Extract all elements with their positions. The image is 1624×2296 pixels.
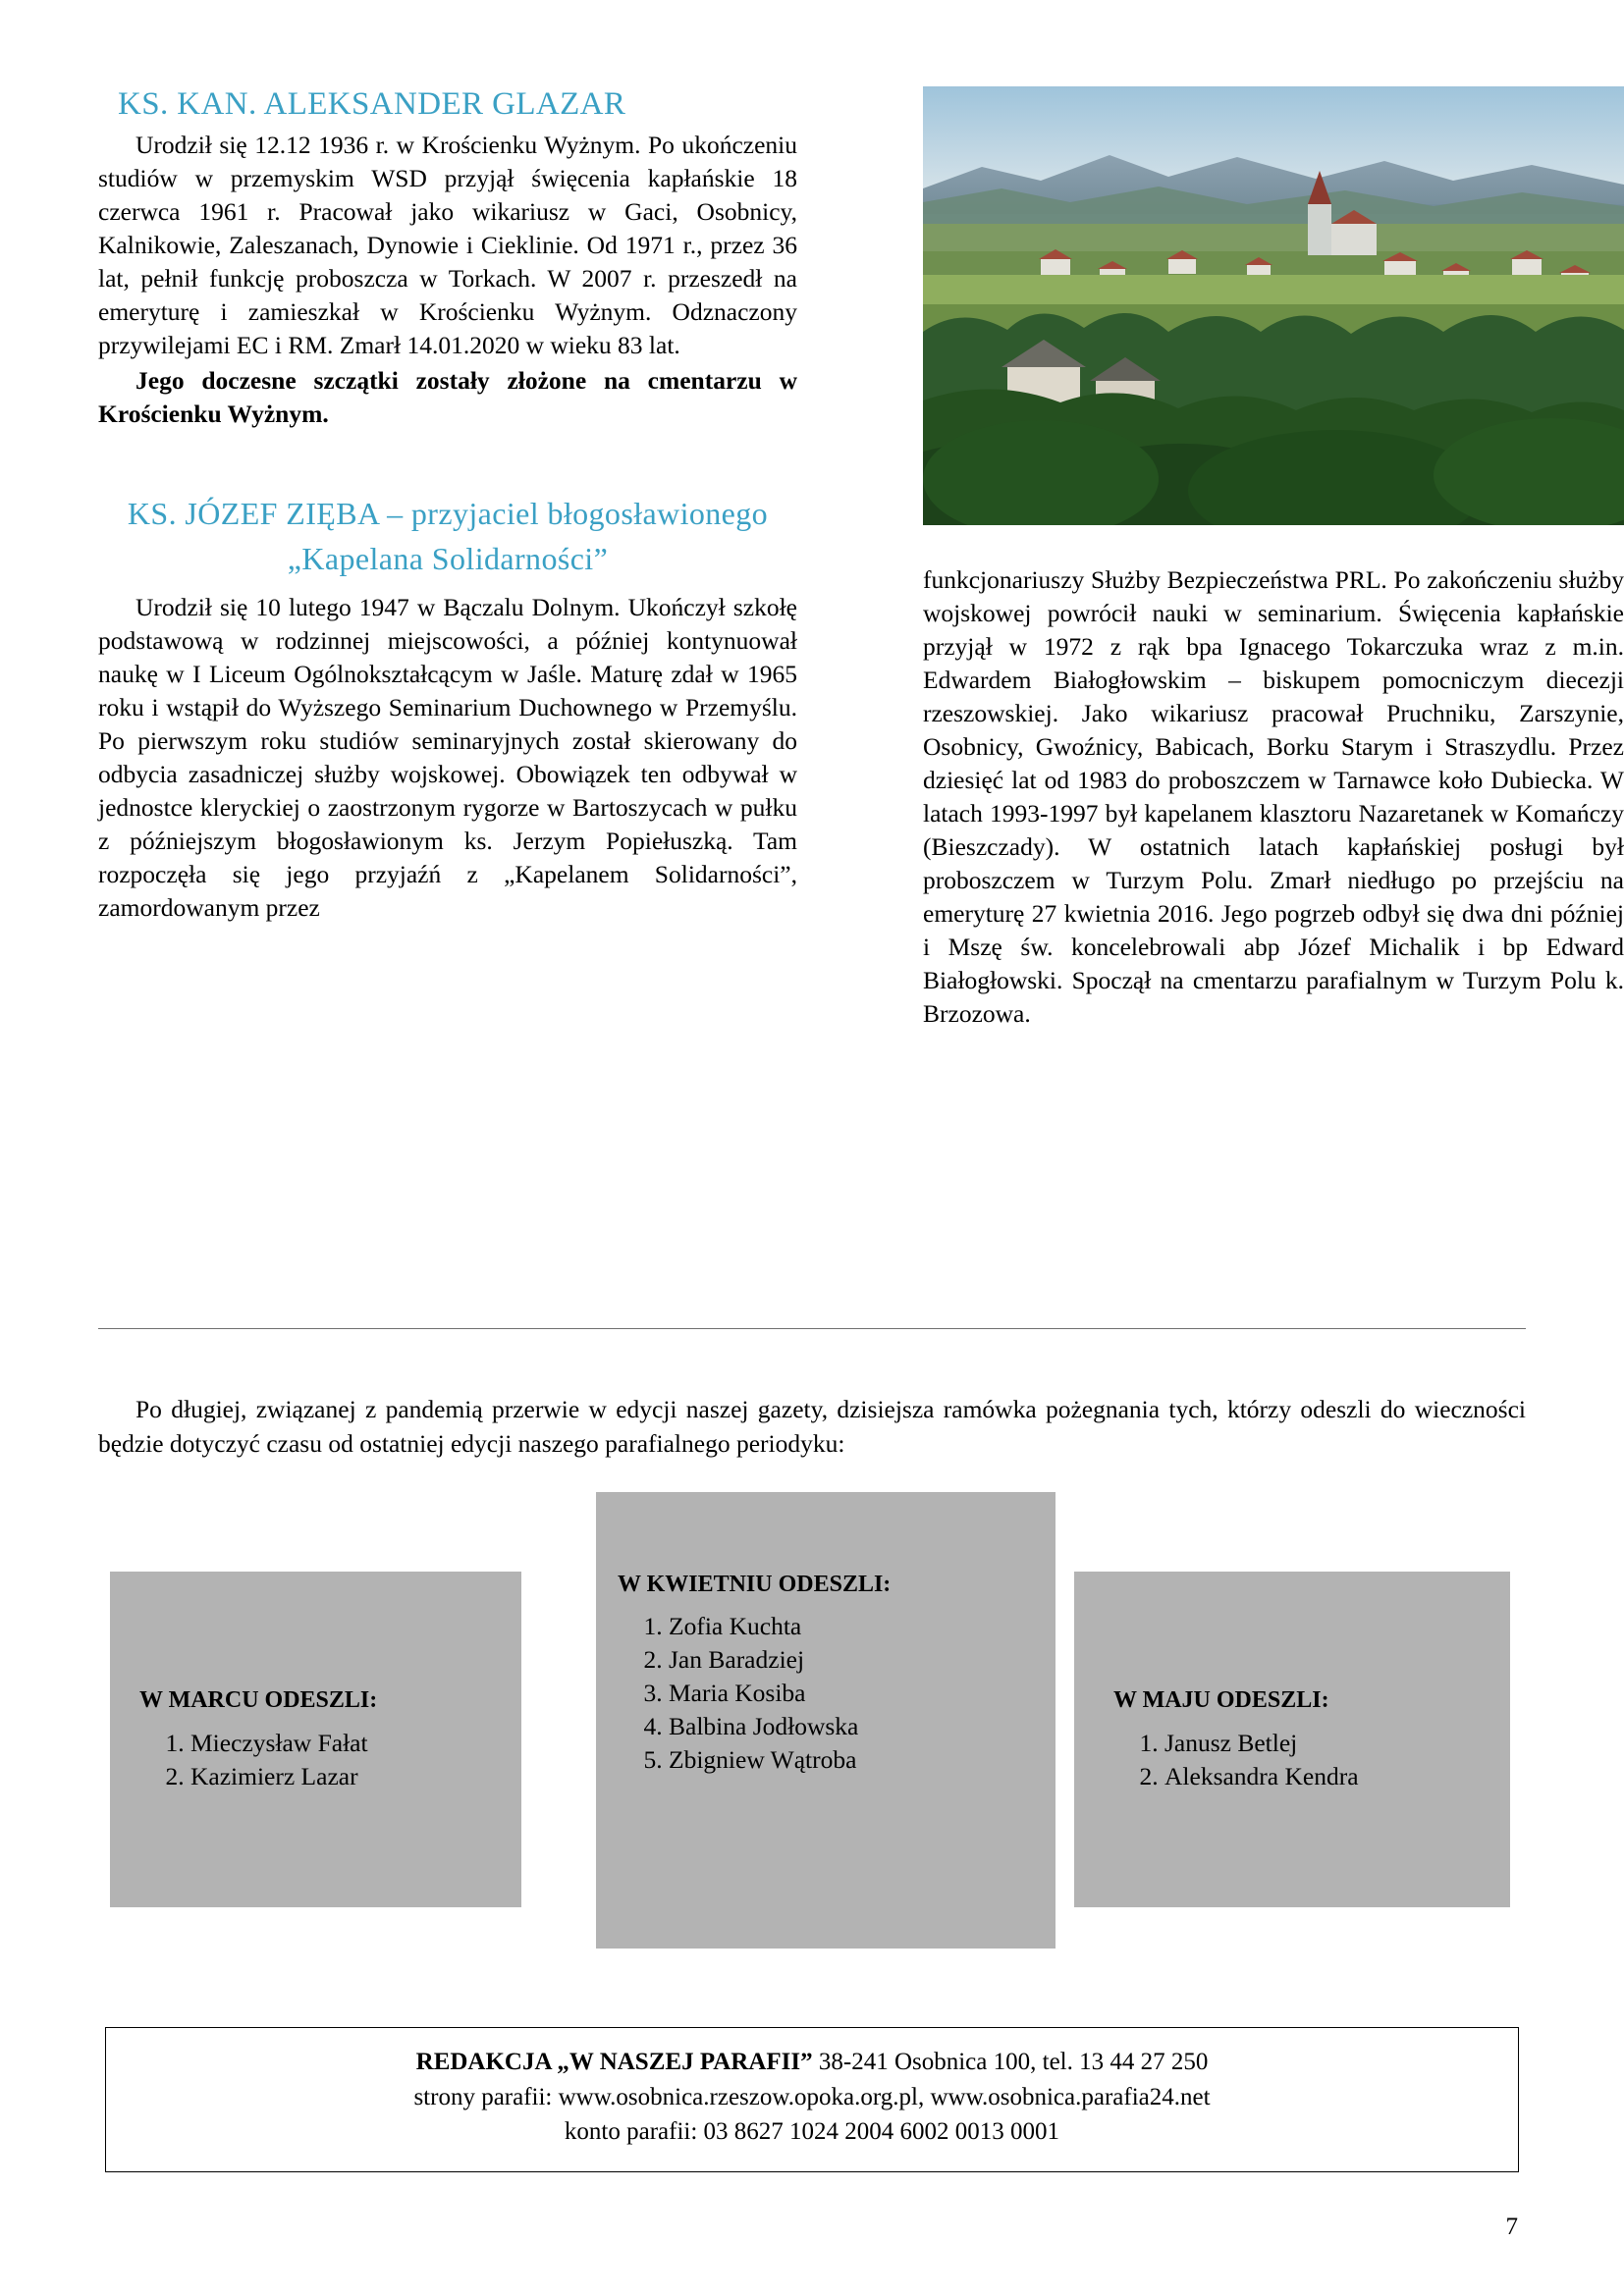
footer-line-1 (106, 2045, 1518, 2080)
box-may-title: W MAJU ODESZLI: (1113, 1687, 1329, 1713)
left-column (98, 86, 797, 925)
article2-paragraph1-continuation: funkcjonariuszy Służby Bezpieczeństwa PRL. Po zakończeniu służby wojskowej powrócił nauki w seminarium. Święcenia kapłańskie przyjął w 1972 z rąk bpa Ignacego Tokarczuka wraz z m.in. Edwardem Białogłowskim – biskupem pomocniczym diecezji rzeszowskiej. Jako wikariusz pracował Pruchniku, Zarszynie, Osobnicy, Gwoźnicy, Babicach, Borku Starym i Straszydlu. Przez dziesięć lat od 1983 do proboszczem w Tarnawce koło Dubiecka. W latach 1993-1997 był kapelanem klasztoru Nazaretanek w Komańczy (Bieszczady). W ostatnich latach kapłańskiej posługi był proboszczem w Turzym Polu. Zmarł niedługo po przejściu na emeryturę 27 kwietnia 2016. Jego pogrzeb odbył się dwa dni później i Mszę św. koncelebrowali abp Józef Michalik i bp Edward Białogłowski. Spoczął na cmentarzu parafialnym w Turzym Polu k. Brzozowa. (923, 565, 1624, 1029)
list-item: 2. Jan Baradziej (669, 1643, 858, 1677)
village-panorama-photo (923, 86, 1624, 525)
article1-paragraph2: Jego doczesne szczątki zostały złożone na cmentarzu w Krościenku Wyżnym. (98, 366, 797, 429)
right-column (923, 563, 1624, 1031)
list-item: 1. Zofia Kuchta (669, 1610, 858, 1643)
editorial-footer-box (105, 2027, 1519, 2172)
article2-heading: KS. JÓZEF ZIĘBA – przyjaciel błogosławionego „Kapelana Solidarności” (127, 496, 769, 576)
list-item: 3. Maria Kosiba (669, 1677, 858, 1710)
intro-paragraph: Po długiej, związanej z pandemią przerwie w edycji naszej gazety, dzisiejsza ramówka pożegnania tych, którzy odeszli do wieczności będzie dotyczyć czasu od ostatniej edycji naszego parafialnego periodyku: (98, 1394, 1526, 1458)
box-march-names (190, 1727, 368, 1793)
box-april-title: W KWIETNIU ODESZLI: (618, 1572, 892, 1597)
article2-paragraph1: Urodził się 10 lutego 1947 w Bączalu Dolnym. Ukończył szkołę podstawową w rodzinnej miejscowości, a później kontynuował naukę w I Liceum Ogólnokształcącym w Jaśle. Maturę zdał w 1965 roku i wstąpił do Wyższego Seminarium Duchownego w Przemyślu. Po pierwszym roku studiów seminaryjnych został skierowany do odbycia zasadniczej służby wojskowej. Obowiązek ten odbywał w jednostce kleryckiej o zaostrzonym rygorze w Bartoszycach w pułku z późniejszym błogosławionym ks. Jerzym Popiełuszką. Tam rozpoczęła się jego przyjaźń z „Kapelanem Solidarności”, zamordowanym przez (98, 593, 797, 923)
deaths-box-march (110, 1572, 521, 1907)
article1-paragraph1: Urodził się 12.12 1936 r. w Krościenku Wyżnym. Po ukończeniu studiów w przemyskim WSD przyjął święcenia kapłańskie 18 czerwca 1961 r. Pracował jako wikariusz w Gaci, Osobnicy, Kalnikowie, Zaleszanach, Dynowie i Cieklinie. Od 1971 r., przez 36 lat, pełnił funkcję proboszcza w Torkach. W 2007 r. przeszedł na emeryturę i zamieszkał w Krościenku Wyżnym. Odznaczony przywilejami EC i RM. Zmarł 14.01.2020 w wieku 83 lat. (98, 131, 797, 360)
list-item: 5. Zbigniew Wątroba (669, 1743, 858, 1777)
list-item: 1. Janusz Betlej (1164, 1727, 1359, 1760)
list-item: 1. Mieczysław Fałat (190, 1727, 368, 1760)
list-item: 4. Balbina Jodłowska (669, 1710, 858, 1743)
footer-redaction-label: REDAKCJA „W NASZEJ PARAFII” (415, 2049, 813, 2075)
list-item: 2. Kazimierz Lazar (190, 1760, 368, 1793)
footer-address: 38-241 Osobnica 100, tel. 13 44 27 250 (812, 2049, 1209, 2075)
box-april-names (669, 1610, 858, 1777)
footer-line-3: konto parafii: 03 8627 1024 2004 6002 0013 0001 (564, 2118, 1060, 2145)
deaths-box-may (1074, 1572, 1510, 1907)
deaths-box-april (596, 1492, 1056, 1949)
article1-heading: KS. KAN. ALEKSANDER GLAZAR (118, 86, 626, 122)
section-divider (98, 1328, 1526, 1329)
footer-line-2: strony parafii: www.osobnica.rzeszow.opoka.org.pl, www.osobnica.parafia24.net (413, 2083, 1211, 2110)
page-number: 7 (1505, 2214, 1518, 2240)
box-march-title: W MARCU ODESZLI: (139, 1687, 378, 1713)
list-item: 2. Aleksandra Kendra (1164, 1760, 1359, 1793)
box-may-names (1164, 1727, 1359, 1793)
